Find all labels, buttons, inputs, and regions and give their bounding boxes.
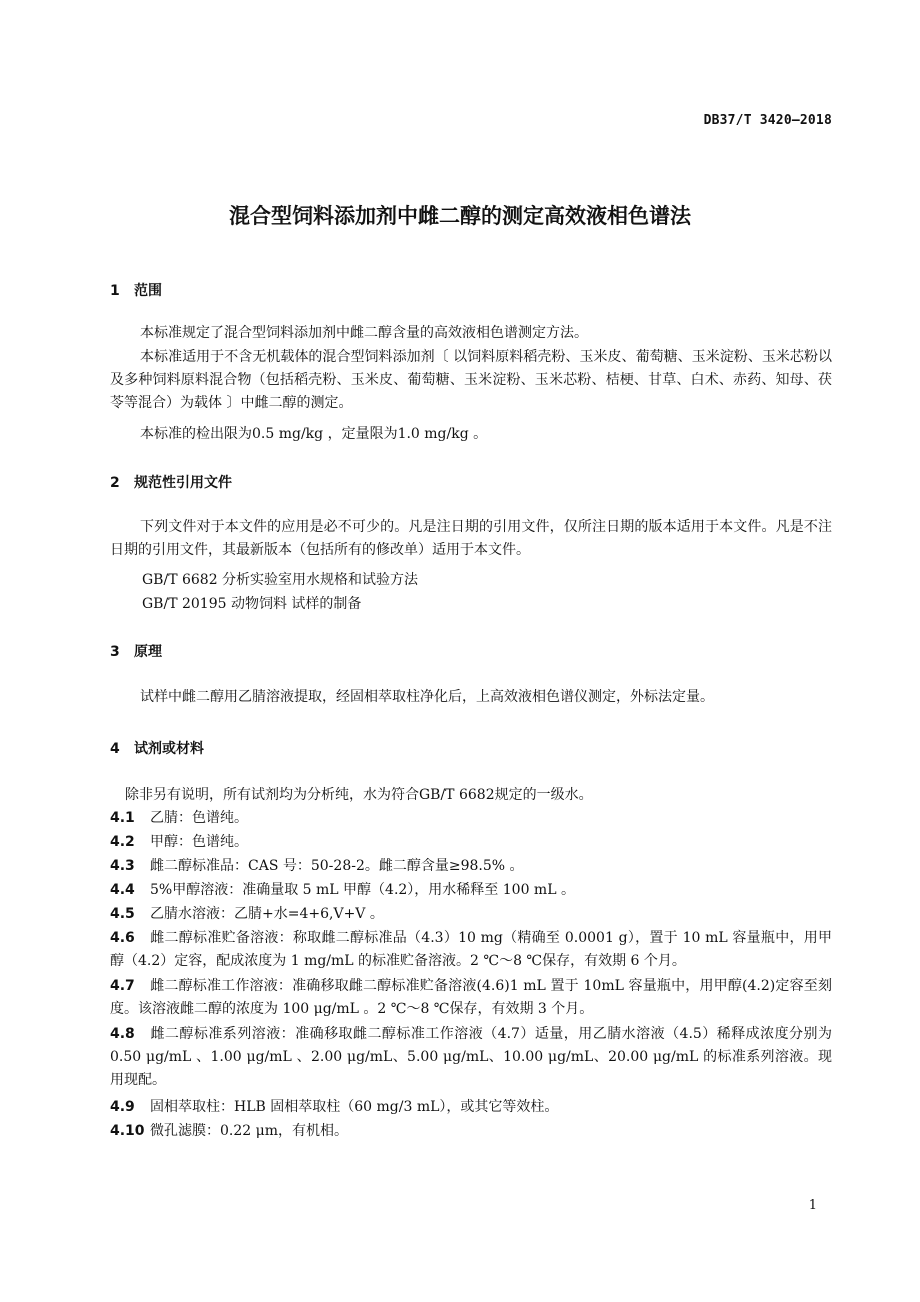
item-number: 4.8 [110,1026,135,1042]
reagent-item [110,927,832,973]
reagent-item [110,1023,832,1092]
reagent-item [110,831,832,854]
item-number: 4.4 [110,882,135,898]
section-title: 原理 [134,644,162,660]
item-number: 4.1 [110,810,135,826]
standard-code: DB37/T 3420—2018 [703,113,832,128]
section-title: 范围 [134,283,162,299]
item-number: 4.5 [110,906,135,922]
reference-item: GB/T 20195 动物饲料 试样的制备 [142,596,362,612]
item-number: 4.10 [110,1123,145,1139]
page-number: 1 [808,1198,817,1213]
item-text: 雌二醇标准品：CAS 号：50-28-2。雌二醇含量≥98.5% 。 [150,858,524,874]
reagent-item [110,807,832,830]
item-text: 雌二醇标准贮备溶液：称取雌二醇标准品（4.3）10 mg（精确至 0.0001 g），置于 10 mL 容量瓶中，用甲醇（4.2）定容，配成浓度为 1 mg/mL 的标准贮备溶液。2 ℃～8 ℃保存，有效期 6 个月。 [110,930,832,969]
item-number: 4.7 [110,978,135,994]
document-title: 混合型饲料添加剂中雌二醇的测定高效液相色谱法 [229,204,691,228]
section-title: 试剂或材料 [134,741,204,757]
references-paragraph: 下列文件对于本文件的应用是必不可少的。凡是注日期的引用文件，仅所注日期的版本适用于本文件。凡是不注日期的引用文件，其最新版本（包括所有的修改单）适用于本文件。 [110,519,832,558]
reagent-item [110,1096,832,1119]
reagent-item [110,903,832,926]
reagent-item [110,1120,832,1143]
item-number: 4.2 [110,834,135,850]
scope-paragraph-3: 本标准的检出限为0.5 mg/kg ，定量限为1.0 mg/kg 。 [140,426,488,442]
section-title: 规范性引用文件 [134,475,232,491]
section-3-heading [110,641,162,661]
reagents-intro: 除非另有说明，所有试剂均为分析纯，水为符合GB/T 6682规定的一级水。 [125,787,593,803]
item-text: 微孔滤膜：0.22 μm，有机相。 [150,1123,348,1139]
item-text: 甲醇：色谱纯。 [150,834,248,850]
section-4-heading [110,738,204,758]
scope-paragraph-2: 本标准适用于不含无机载体的混合型饲料添加剂〔 以饲料原料稻壳粉、玉米皮、葡萄糖、玉米淀粉、玉米芯粉以及多种饲料原料混合物（包括稻壳粉、玉米皮、葡萄糖、玉米淀粉、玉米芯粉、桔梗、甘草、白术、赤药、知母、茯苓等混合）为载体 〕中雌二醇的测定。 [110,349,832,411]
reagent-item [110,879,832,902]
reference-item: GB/T 6682 分析实验室用水规格和试验方法 [142,572,419,588]
item-text: 乙腈：色谱纯。 [150,810,248,826]
reagent-item [110,975,832,1021]
section-number: 1 [110,283,120,299]
section-2-heading [110,472,232,492]
reagent-item [110,855,832,878]
item-number: 4.9 [110,1099,135,1115]
section-number: 4 [110,741,120,757]
section-number: 3 [110,644,120,660]
item-text: 乙腈水溶液：乙腈+水=4+6,V+V 。 [150,906,384,922]
scope-paragraph-1: 本标准规定了混合型饲料添加剂中雌二醇含量的高效液相色谱测定方法。 [140,325,588,341]
item-number: 4.6 [110,930,135,946]
section-1-heading [110,280,162,300]
item-text: 5%甲醇溶液：准确量取 5 mL 甲醇（4.2），用水稀释至 100 mL 。 [150,882,575,898]
item-text: 固相萃取柱：HLB 固相萃取柱（60 mg/3 mL），或其它等效柱。 [150,1099,559,1115]
item-text: 雌二醇标准系列溶液：准确移取雌二醇标准工作溶液（4.7）适量，用乙腈水溶液（4.5）稀释成浓度分别为 0.50 μg/mL 、1.00 μg/mL 、2.00 μg/mL、5.00 μg/mL、10.00 μg/mL、20.00 μg/mL 的标准系列溶液。现用现配。 [110,1026,832,1088]
principle-paragraph: 试样中雌二醇用乙腈溶液提取，经固相萃取柱净化后，上高效液相色谱仪测定，外标法定量。 [140,689,714,705]
item-text: 雌二醇标准工作溶液：准确移取雌二醇标准贮备溶液(4.6)1 mL 置于 10mL 容量瓶中，用甲醇(4.2)定容至刻度。该溶液雌二醇的浓度为 100 μg/mL 。2 ℃～8 ℃保存，有效期 3 个月。 [110,978,832,1017]
section-number: 2 [110,475,120,491]
item-number: 4.3 [110,858,135,874]
